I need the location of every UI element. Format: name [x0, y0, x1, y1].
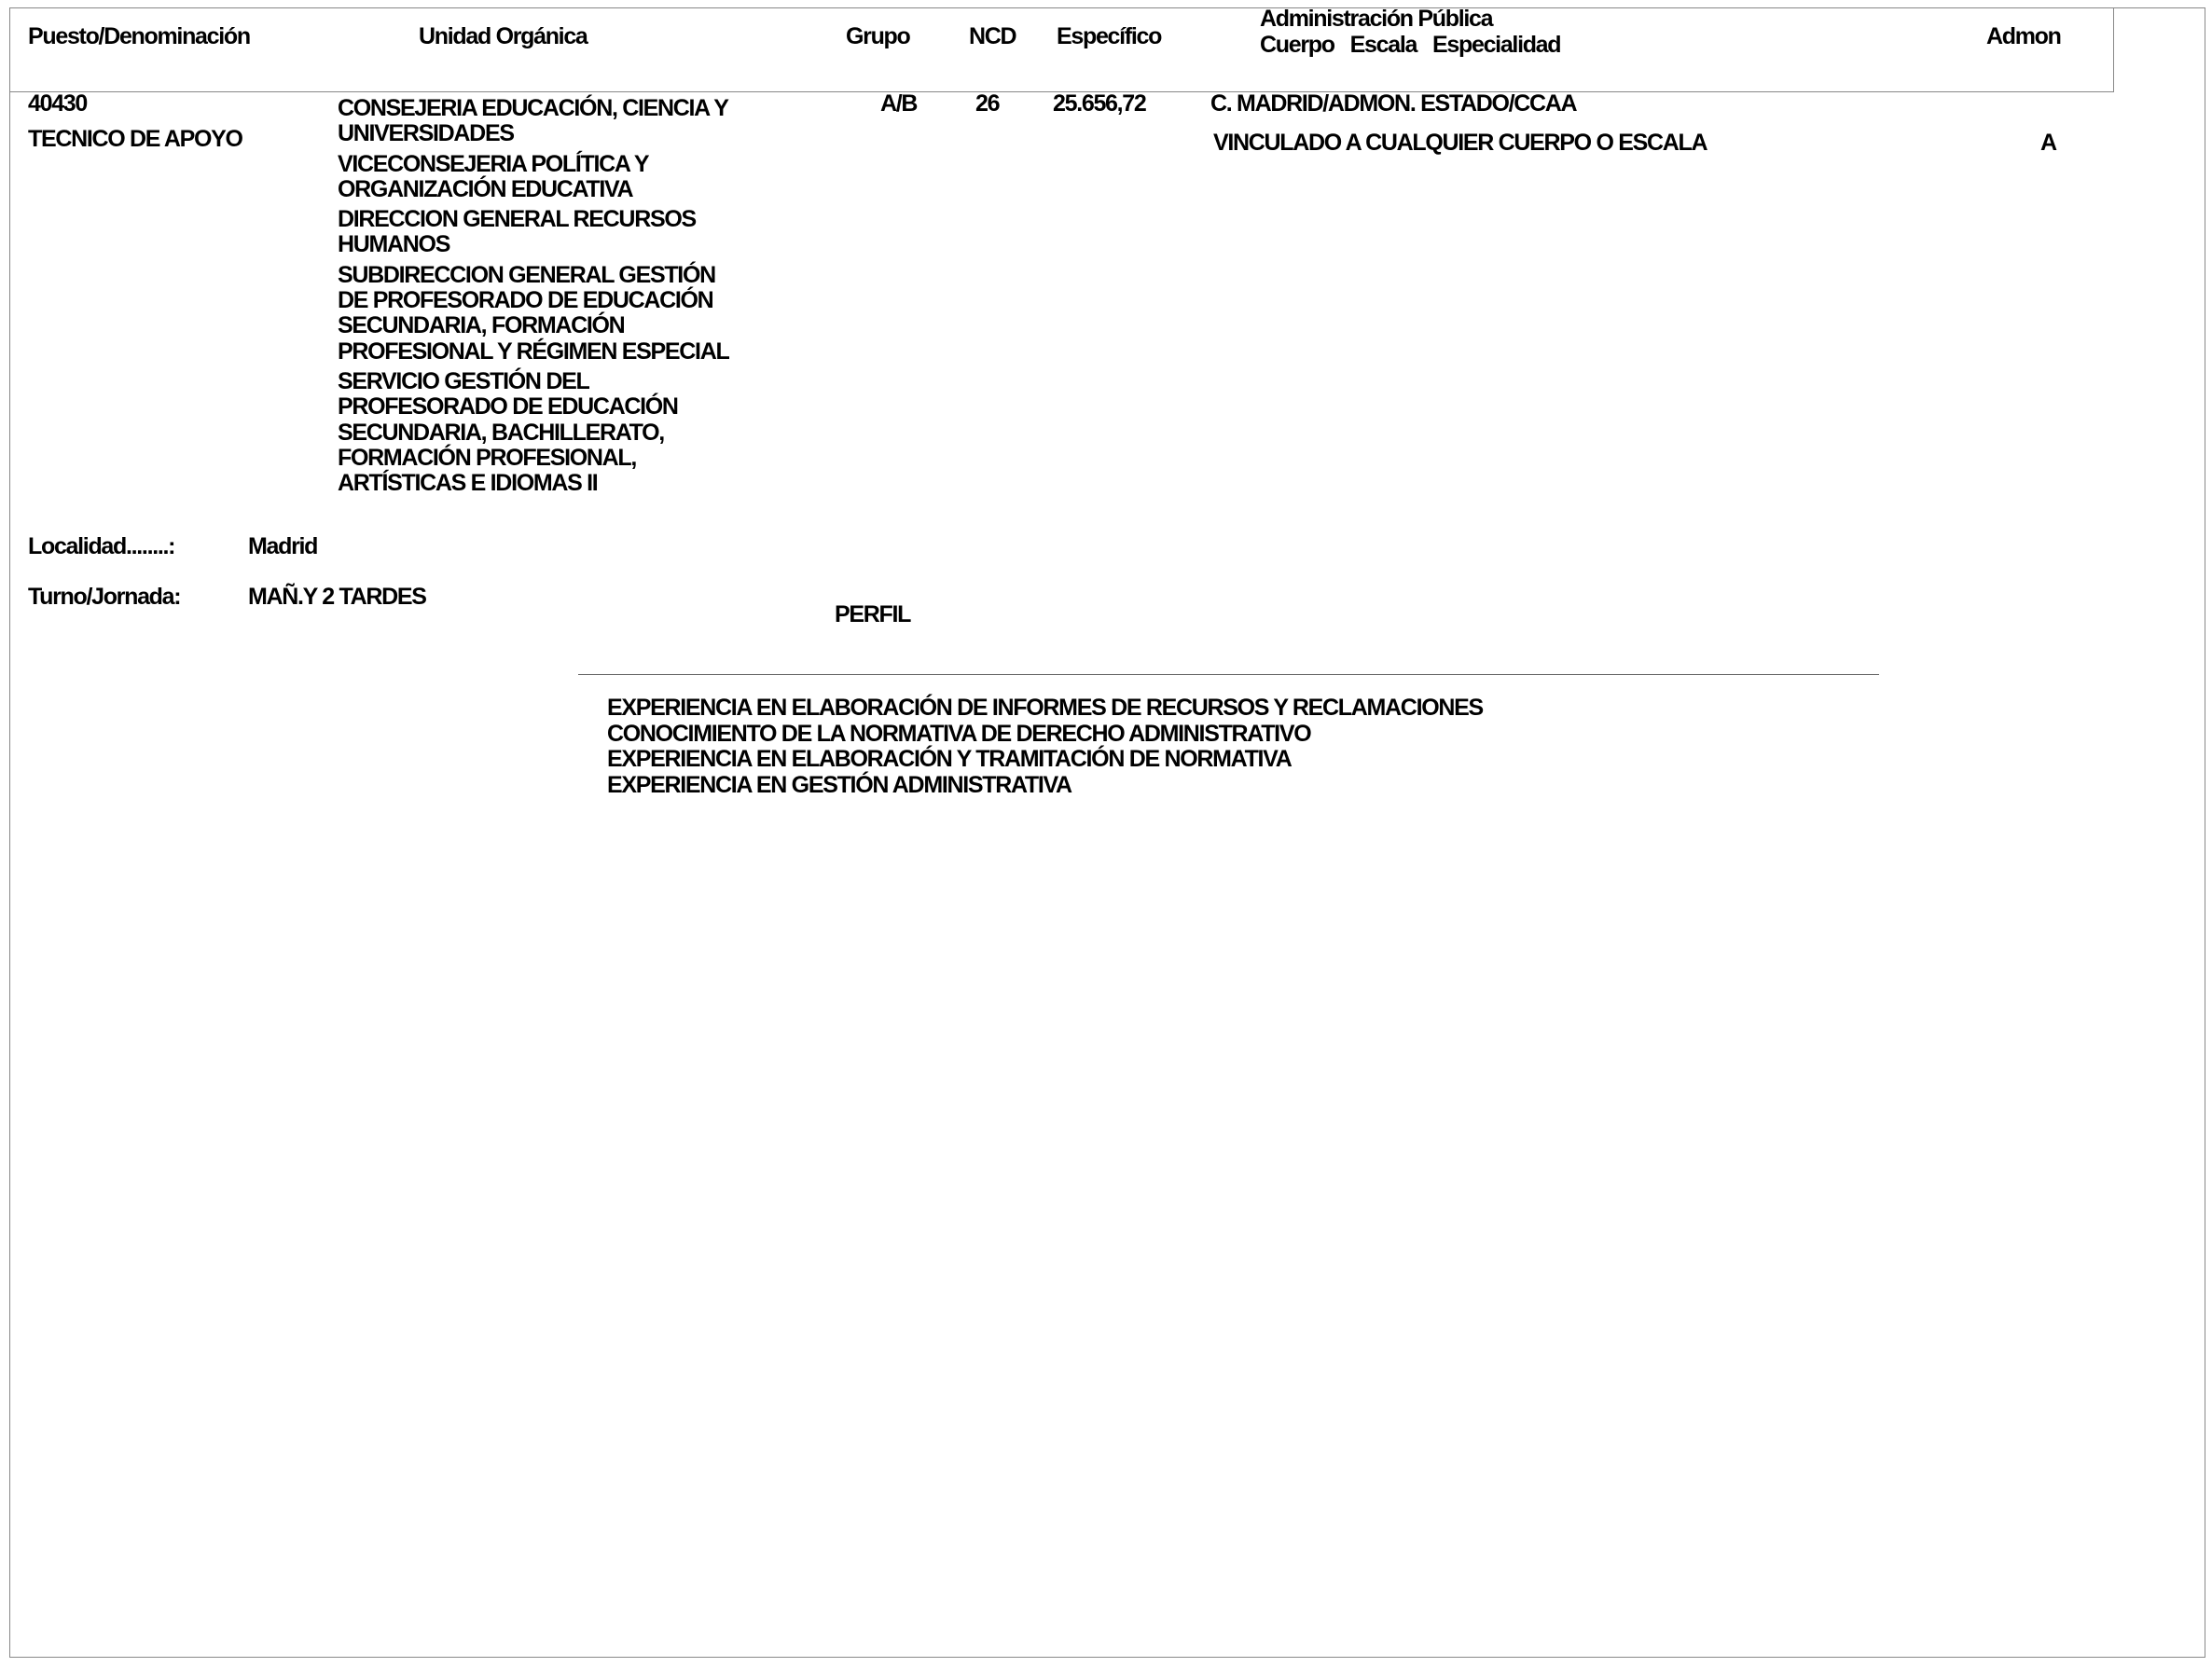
unidad-line: HUMANOS	[338, 231, 450, 258]
header-ncd: NCD	[969, 23, 1016, 49]
header-especifico: Específico	[1057, 23, 1162, 49]
unidad-line: DIRECCION GENERAL RECURSOS	[338, 206, 696, 233]
perfil-divider	[578, 674, 1879, 675]
unidad-line: UNIVERSIDADES	[338, 120, 514, 147]
unidad-line: SECUNDARIA, BACHILLERATO,	[338, 419, 664, 446]
unidad-line: VICECONSEJERIA POLÍTICA Y	[338, 150, 649, 177]
header-unidad: Unidad Orgánica	[419, 23, 588, 49]
header-puesto: Puesto/Denominación	[28, 23, 250, 49]
localidad-value: Madrid	[248, 533, 318, 559]
unidad-line: PROFESORADO DE EDUCACIÓN	[338, 393, 678, 420]
header-grupo: Grupo	[846, 23, 910, 49]
record-admon: A	[2040, 130, 2056, 156]
record-unidad-organica	[338, 96, 728, 496]
localidad-label: Localidad........:	[28, 533, 175, 559]
unidad-line: PROFESIONAL Y RÉGIMEN ESPECIAL	[338, 338, 729, 365]
unidad-line: ARTÍSTICAS E IDIOMAS II	[338, 470, 598, 497]
header-admin-publica: Administración Pública	[1260, 6, 1493, 32]
record-administracion: C. MADRID/ADMON. ESTADO/CCAA	[1210, 90, 1577, 117]
unidad-line: FORMACIÓN PROFESIONAL,	[338, 444, 637, 471]
record-cuerpo: VINCULADO A CUALQUIER CUERPO O ESCALA	[1213, 130, 1707, 156]
record-codigo: 40430	[28, 90, 88, 117]
header-box	[9, 7, 2114, 92]
unidad-line: SERVICIO GESTIÓN DEL	[338, 367, 589, 394]
record-ncd: 26	[975, 90, 1000, 117]
record-denominacion: TECNICO DE APOYO	[28, 126, 242, 152]
header-admon: Admon	[1986, 23, 2061, 49]
unidad-line: ORGANIZACIÓN EDUCATIVA	[338, 175, 633, 202]
perfil-item: CONOCIMIENTO DE LA NORMATIVA DE DERECHO ADMINISTRATIVO	[607, 720, 1311, 747]
turno-label: Turno/Jornada:	[28, 584, 181, 610]
perfil-title: PERFIL	[835, 601, 911, 627]
record-especifico: 25.656,72	[1053, 90, 1146, 117]
header-cuerpo-escala: Cuerpo Escala Especialidad	[1260, 32, 1561, 58]
unidad-line: CONSEJERIA EDUCACIÓN, CIENCIA Y	[338, 95, 728, 121]
perfil-item: EXPERIENCIA EN ELABORACIÓN Y TRAMITACIÓN DE NORMATIVA	[607, 746, 1292, 772]
unidad-line: SUBDIRECCION GENERAL GESTIÓN	[338, 261, 715, 288]
perfil-item: EXPERIENCIA EN ELABORACIÓN DE INFORMES DE RECURSOS Y RECLAMACIONES	[607, 695, 1483, 721]
turno-value: MAÑ.Y 2 TARDES	[248, 584, 426, 610]
unidad-line: DE PROFESORADO DE EDUCACIÓN	[338, 287, 713, 314]
unidad-line: SECUNDARIA, FORMACIÓN	[338, 312, 625, 339]
perfil-item: EXPERIENCIA EN GESTIÓN ADMINISTRATIVA	[607, 771, 1071, 798]
perfil-list	[607, 696, 1483, 798]
record-grupo: A/B	[880, 90, 918, 117]
